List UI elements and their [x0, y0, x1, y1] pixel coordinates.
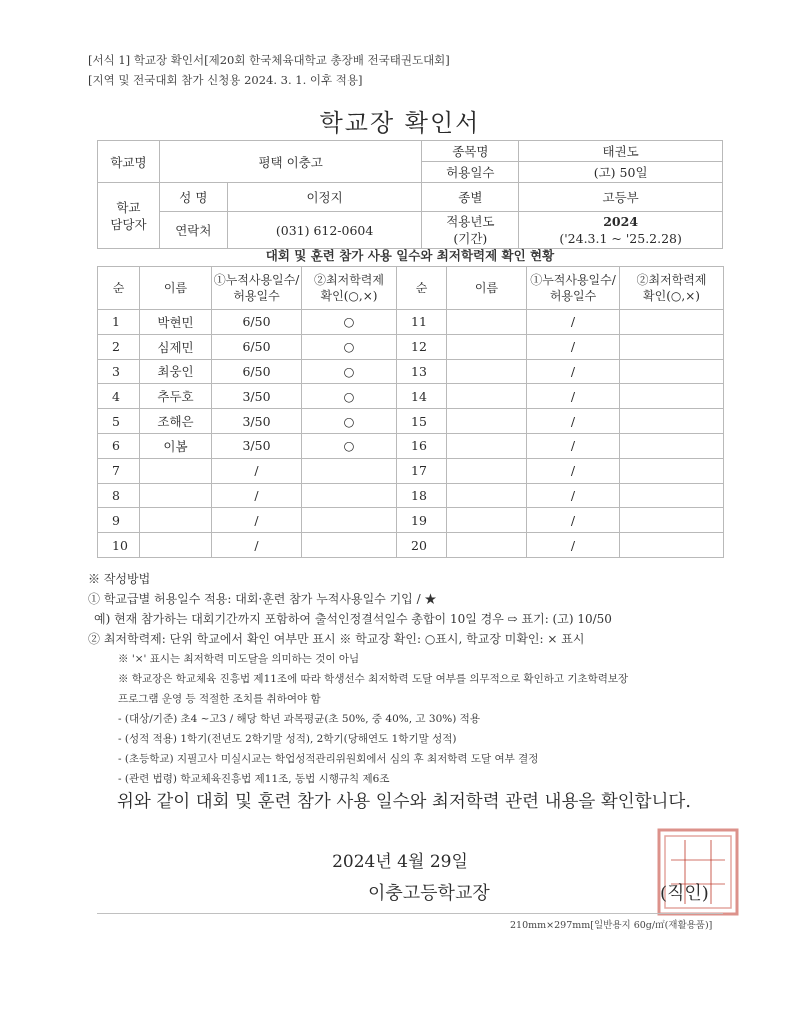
table-row: [98, 334, 724, 359]
student-name: [447, 483, 527, 508]
row-number: 7: [98, 458, 140, 483]
used-days: 3/50: [212, 384, 302, 409]
status-subtitle: 대회 및 훈련 참가 사용 일수와 최저학력제 확인 현황: [265, 248, 555, 263]
used-days: /: [212, 483, 302, 508]
row-number: 15: [397, 409, 447, 434]
row-number: 19: [397, 508, 447, 533]
note-item: - (초등학교) 지필고사 미실시교는 학업성적관리위원회에서 심의 후 최저학력 도달 여부 결정: [118, 753, 539, 765]
min-academic-check: [620, 533, 724, 558]
principal-name: 이충고등학교장: [368, 883, 490, 904]
student-name: [447, 433, 527, 458]
confirmation-text: 위와 같이 대회 및 훈련 참가 사용 일수와 최저학력 관련 내용을 확인합니다.: [117, 792, 691, 812]
used-days: 6/50: [212, 310, 302, 335]
seal-label: (직인): [660, 883, 709, 904]
paper-spec: 210mm×297mm[일반용지 60g/㎡(재활용품)]: [510, 920, 713, 931]
min-academic-check: ○: [302, 359, 397, 384]
row-number: 4: [98, 384, 140, 409]
note-item: ※ '×' 표시는 최저학력 미도달을 의미하는 것이 아님: [118, 653, 360, 665]
row-number: 3: [98, 359, 140, 384]
min-academic-check: ○: [302, 334, 397, 359]
note-item: ① 학교급별 허용일수 적용: 대회·훈련 참가 누적사용일수 기입 / ★: [88, 592, 437, 606]
table-row: [98, 508, 724, 533]
table-row: [98, 310, 724, 335]
instructions: [88, 569, 738, 789]
school-value: 평택 이충고: [159, 141, 422, 183]
min-academic-check: [302, 508, 397, 533]
used-days: 3/50: [212, 433, 302, 458]
min-academic-check: ○: [302, 310, 397, 335]
used-days: /: [527, 334, 620, 359]
used-days: 6/50: [212, 359, 302, 384]
footer-divider: [97, 913, 723, 914]
used-days: /: [527, 483, 620, 508]
contact-label: 연락처: [159, 212, 227, 249]
participation-table: [97, 266, 724, 558]
row-number: 13: [397, 359, 447, 384]
year-value: 2024: [603, 214, 639, 229]
division-value: 고등부: [519, 183, 723, 212]
min-academic-check: ○: [302, 384, 397, 409]
min-academic-check: [620, 409, 724, 434]
year-label: 적용년도 (기간): [422, 212, 519, 249]
student-name: 박현민: [140, 310, 212, 335]
col-days: ①누적사용일수/ 허용일수: [212, 267, 302, 310]
allowed-days-label: 허용일수: [422, 162, 519, 183]
manager-label: 학교 담당자: [98, 183, 160, 249]
min-academic-check: [620, 508, 724, 533]
min-academic-check: [620, 310, 724, 335]
col-name-2: 이름: [447, 267, 527, 310]
student-name: 심제민: [140, 334, 212, 359]
sport-label: 종목명: [422, 141, 519, 162]
row-number: 16: [397, 433, 447, 458]
table-row: [98, 483, 724, 508]
used-days: /: [527, 458, 620, 483]
row-number: 9: [98, 508, 140, 533]
table-row: [98, 533, 724, 558]
col-min: ②최저학력제 확인(○,×): [302, 267, 397, 310]
col-name: 이름: [140, 267, 212, 310]
school-info-table: [97, 140, 723, 249]
col-min-2: ②최저학력제 확인(○,×): [620, 267, 724, 310]
row-number: 1: [98, 310, 140, 335]
student-name: 이봄: [140, 433, 212, 458]
student-name: 최웅인: [140, 359, 212, 384]
sport-value: 태권도: [519, 141, 723, 162]
row-number: 2: [98, 334, 140, 359]
used-days: /: [212, 508, 302, 533]
note-heading: ※ 작성방법: [88, 572, 151, 586]
min-academic-check: [620, 483, 724, 508]
school-label: 학교명: [98, 141, 160, 183]
min-academic-check: [302, 483, 397, 508]
col-days-2: ①누적사용일수/ 허용일수: [527, 267, 620, 310]
form-header-line2: [지역 및 전국대회 참가 신청용 2024. 3. 1. 이후 적용]: [88, 73, 363, 87]
used-days: 6/50: [212, 334, 302, 359]
table-row: [98, 433, 724, 458]
row-number: 8: [98, 483, 140, 508]
student-name: [447, 359, 527, 384]
note-item: 프로그램 운영 등 적절한 조치를 취하여야 함: [118, 693, 321, 705]
used-days: /: [527, 310, 620, 335]
student-name: [447, 458, 527, 483]
division-label: 종별: [422, 183, 519, 212]
note-item: - (관련 법령) 학교체육진흥법 제11조, 동법 시행규칙 제6조: [118, 773, 390, 785]
table-row: [98, 359, 724, 384]
row-number: 12: [397, 334, 447, 359]
min-academic-check: ○: [302, 433, 397, 458]
name-label: 성 명: [159, 183, 227, 212]
used-days: /: [527, 533, 620, 558]
document-title: 학교장 확인서: [319, 109, 481, 137]
row-number: 6: [98, 433, 140, 458]
note-item: ② 최저학력제: 단위 학교에서 확인 여부만 표시 ※ 학교장 확인: ○표시, 학교장 미확인: × 표시: [88, 632, 585, 646]
student-name: [447, 384, 527, 409]
student-name: [140, 508, 212, 533]
note-item: 예) 현재 참가하는 대회기간까지 포함하여 출석인정결석일수 총합이 10일 경우 ⇨ 표기: (고) 10/50: [94, 612, 612, 626]
period-value: ('24.3.1 ~ '25.2.28): [559, 231, 682, 246]
student-name: [140, 483, 212, 508]
used-days: 3/50: [212, 409, 302, 434]
student-name: 조해은: [140, 409, 212, 434]
min-academic-check: [620, 458, 724, 483]
min-academic-check: [620, 359, 724, 384]
used-days: /: [527, 359, 620, 384]
note-item: - (성적 적용) 1학기(전년도 2학기말 성적), 2학기(당해연도 1학기말 성적): [118, 733, 457, 745]
used-days: /: [212, 458, 302, 483]
col-no-2: 순: [397, 267, 447, 310]
form-header-line1: [서식 1] 학교장 확인서[제20회 한국체육대학교 총장배 전국태권도대회]: [88, 53, 450, 67]
participation-rows: [98, 310, 724, 558]
used-days: /: [527, 508, 620, 533]
name-value: 이정지: [227, 183, 422, 212]
col-no: 순: [98, 267, 140, 310]
student-name: 추두호: [140, 384, 212, 409]
table-row: [98, 458, 724, 483]
table-row: [98, 409, 724, 434]
min-academic-check: ○: [302, 409, 397, 434]
used-days: /: [527, 433, 620, 458]
min-academic-check: [620, 334, 724, 359]
min-academic-check: [620, 384, 724, 409]
min-academic-check: [302, 533, 397, 558]
issue-date: 2024년 4월 29일: [332, 852, 468, 872]
row-number: 5: [98, 409, 140, 434]
student-name: [447, 310, 527, 335]
student-name: [447, 533, 527, 558]
student-name: [447, 508, 527, 533]
note-item: - (대상/기준) 초4 ~고3 / 해당 학년 과목평균(초 50%, 중 40%, 고 30%) 적용: [118, 713, 480, 725]
used-days: /: [212, 533, 302, 558]
min-academic-check: [302, 458, 397, 483]
row-number: 18: [397, 483, 447, 508]
student-name: [447, 334, 527, 359]
note-item: ※ 학교장은 학교체육 진흥법 제11조에 따라 학생선수 최저학력 도달 여부를 의무적으로 확인하고 기초학력보장: [118, 673, 629, 685]
table-row: [98, 384, 724, 409]
year-cell: [519, 212, 723, 249]
contact-value: (031) 612-0604: [227, 212, 422, 249]
row-number: 17: [397, 458, 447, 483]
student-name: [140, 533, 212, 558]
student-name: [140, 458, 212, 483]
row-number: 14: [397, 384, 447, 409]
row-number: 20: [397, 533, 447, 558]
student-name: [447, 409, 527, 434]
min-academic-check: [620, 433, 724, 458]
allowed-days-value: (고) 50일: [519, 162, 723, 183]
used-days: /: [527, 384, 620, 409]
row-number: 10: [98, 533, 140, 558]
used-days: /: [527, 409, 620, 434]
row-number: 11: [397, 310, 447, 335]
